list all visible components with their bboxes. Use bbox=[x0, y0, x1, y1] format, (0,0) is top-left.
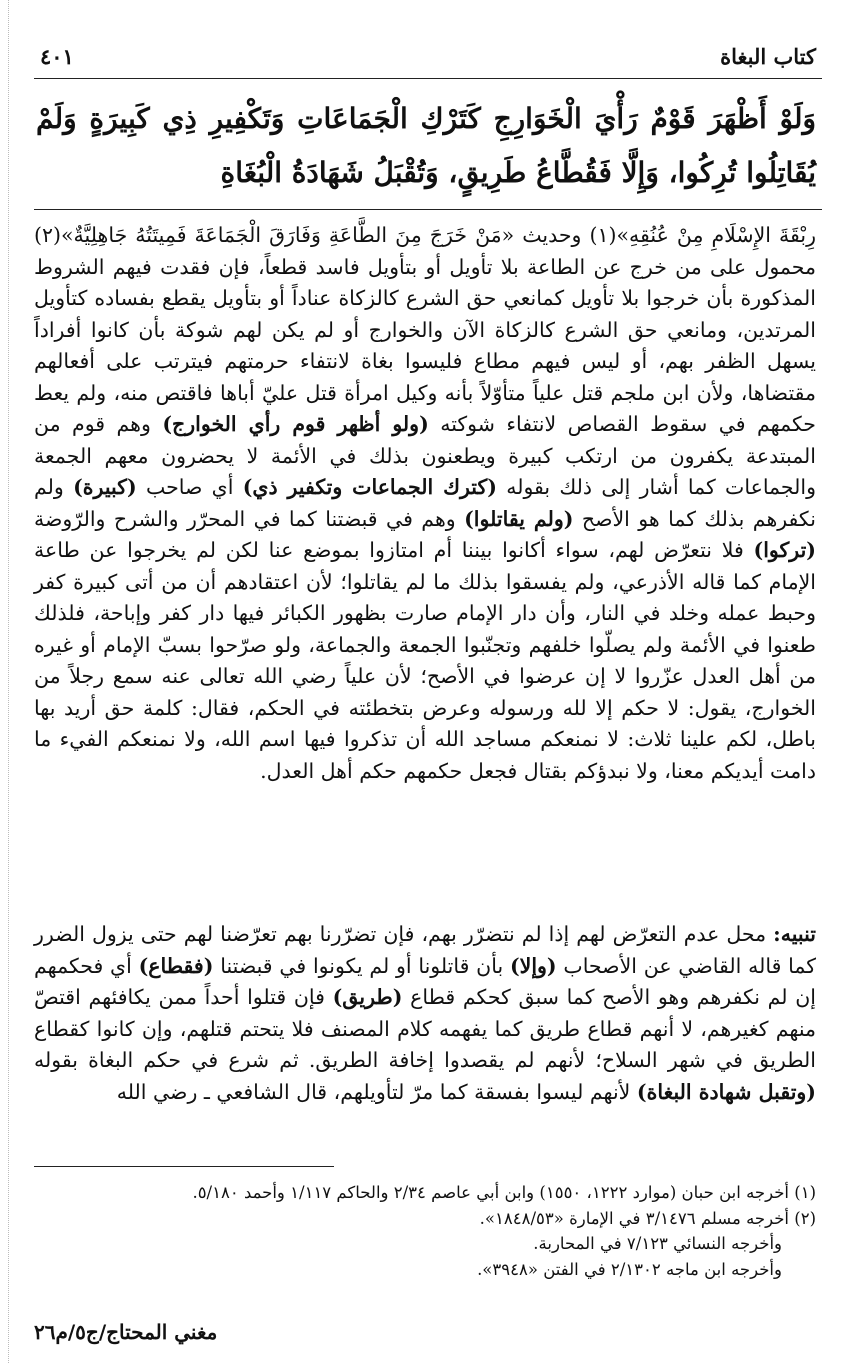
sharh-text-a: رِبْقَةَ الإِسْلَامِ مِنْ عُنُقِهِ»(١) وحديث «مَنْ خَرَجَ مِنَ الطَّاعَةِ وَفَارَقَ الْجَمَاعَةَ فَمِيتَتُهُ جَاهِلِيَّةٌ»(٢) محمول على من خرج عن الطاعة بلا تأويل أو بتأويل فاسد قطعاً، فإن فقدت فيهم الشروط المذكورة بأن خرجوا بلا تأويل كمانعي حق الشرع كالزكاة عناداً أو بتأويل يقطع بفساده كتأويل المرتدين، ومانعي حق الشرع كالزكاة الآن والخوارج أو لم يكن لهم شوكة بأن كانوا أفراداً يسهل الظفر بهم، أو ليس فيهم مطاع فليسوا بغاة لانتفاء حرمتهم فيترتب على أفعالهم مقتضاها، ولأن ابن ملجم قتل علياً متأوّلاً بأنه وكيل امرأة قتل عليّ أباها فاقتص منه، ولم يعط حكمهم في سقوط القصاص لانتفاء شوكته bbox=[34, 223, 816, 436]
header-rule bbox=[34, 78, 822, 79]
footnote: (٢) أخرجه مسلم ٣/١٤٧٦ في الإمارة «١٨٤٨/٥٣». bbox=[479, 1208, 816, 1228]
matn-quote-9: (وتقبل شهادة البغاة) bbox=[636, 1079, 816, 1104]
sharh-paragraph bbox=[34, 220, 816, 787]
tanbih-label: تنبيه: bbox=[773, 922, 816, 946]
tanbih-text-c: بأن قاتلونا أو لم يكونوا في قبضتنا bbox=[220, 953, 504, 978]
matn-rule bbox=[34, 209, 822, 210]
matn-quote-4: (ولم يقاتلوا) bbox=[464, 506, 574, 531]
matn-quote-6: (وإلا) bbox=[509, 953, 557, 978]
sharh-text-i: وهم في قبضتنا كما في المحرّر والشرح والرّوضة bbox=[34, 506, 456, 531]
footnote: (١) أخرجه ابن حبان (موارد ١٢٢٢، ١٥٥٠) وابن أبي عاصم ٢/٣٤ والحاكم ١/١١٧ وأحمد ٥/١٨٠. bbox=[192, 1183, 816, 1202]
tanbih-text-g: فإن قتلوا أحداً ممن يكافئهم اقتصّ منهم كغيرهم، لا أنهم قطاع طريق كما يفهمه كلام المصنف فلا يتحتم قتلهم، وإن كانوا كقطاع الطريق في شهر السلاح؛ لأنهم لم يقصدوا إخافة الطريق. ثم شرع في حكم البغاة بقوله bbox=[34, 985, 816, 1072]
sharh-text-e: أي صاحب bbox=[145, 475, 234, 499]
footnote: وأخرجه ابن ماجه ٢/١٣٠٢ في الفتن «٣٩٤٨». bbox=[477, 1259, 782, 1279]
signature-mark: مغني المحتاج/ج٥/م٢٦ bbox=[34, 1320, 218, 1344]
tanbih-text-e: أي فحكمهم إن لم نكفرهم وهو الأصح كما سبق كحكم قطاع bbox=[34, 953, 816, 1009]
tanbih-paragraph bbox=[34, 919, 816, 1108]
matn-quote-2: (كترك الجماعات وتكفير ذي) bbox=[242, 475, 497, 499]
matn-quote-7: (فقطاع) bbox=[138, 953, 214, 978]
sharh-text-c: وهم قوم من المبتدعة يكفرون من ارتكب كبيرة ويطعنون بذلك في الأئمة لا يحضرون معهم الجمعة والجماعات كما أشار إلى ذلك بقوله bbox=[34, 412, 816, 499]
footnotes bbox=[34, 1180, 816, 1282]
sharh-text-g: ولم نكفرهم بذلك كما هو الأصح bbox=[34, 475, 816, 531]
running-title: كتاب البغاة bbox=[720, 44, 816, 69]
scan-edge bbox=[8, 0, 15, 1363]
matn-quote-8: (طريق) bbox=[332, 985, 403, 1009]
footnote-rule bbox=[34, 1166, 334, 1167]
sharh-text-k: فلا نتعرّض لهم، سواء أكانوا بيننا أم امتازوا بموضع عنا لكن لم يخرجوا عن طاعة الإمام كما قاله الأذرعي، ولم يفسقوا بذلك ما لم يقاتلوا؛ لأن اعتقادهم أن من أتى كبيرة كفر وحبط عمله وخلد في النار، وأن دار الإمام صارت بظهور الكبائر فيها دار كفر وإباحة، فلذلك طعنوا في الأئمة ولم يصلّوا خلفهم وتجنّبوا الجمعة والجماعة، ولو صرّحوا بسبّ الإمام أو غيره من أهل العدل عزّروا لا إن عرضوا في الأصح؛ لأن علياً رضي الله تعالى عنه سمع رجلاً من الخوارج، يقول: لا حكم إلا لله ورسوله وعرض بتخطئته في الحكم، فقال: كلمة حق أريد بها باطل، لكم علينا ثلاث: لا نمنعكم مساجد الله أن تذكروا فيها اسم الله، ولا نمنعكم الفيء ما دامت أيديكم معنا، ولا نبدؤكم بقتال فجعل حكمهم حكم أهل العدل. bbox=[34, 538, 816, 783]
tanbih-text-a: محل عدم التعرّض لهم إذا لم نتضرّر بهم، فإن تضرّرنا بهم تعرّضنا لهم حتى يزول الضرر كما قاله القاضي عن الأصحاب bbox=[34, 922, 816, 978]
footnote: وأخرجه النسائي ٧/١٢٣ في المحاربة. bbox=[533, 1234, 782, 1253]
matn-quote-5: (تركوا) bbox=[753, 538, 816, 562]
tanbih-text-i: لأنهم ليسوا بفسقة كما مرّ لتأويلهم، قال الشافعي ـ رضي الله bbox=[116, 1079, 631, 1104]
matn-quote-1: (ولو أظهر قوم رأي الخوارج) bbox=[162, 412, 429, 436]
matn-text: وَلَوْ أَظْهَرَ قَوْمٌ رَأْيَ الْخَوَارِجِ كَتَرْكِ الْجَمَاعَاتِ وَتَكْفِيرِ ذِي كَبِيرَةٍ وَلَمْ يُقَاتِلُوا تُرِكُوا، وَإِلَّا فَقُطَّاعُ طَرِيقٍ، وَتُقْبَلُ شَهَادَةُ الْبُغَاةِ bbox=[36, 102, 816, 189]
matn-quote-3: (كبيرة) bbox=[73, 475, 137, 499]
page-number: ٤٠١ bbox=[40, 44, 74, 69]
page-header bbox=[40, 44, 816, 74]
